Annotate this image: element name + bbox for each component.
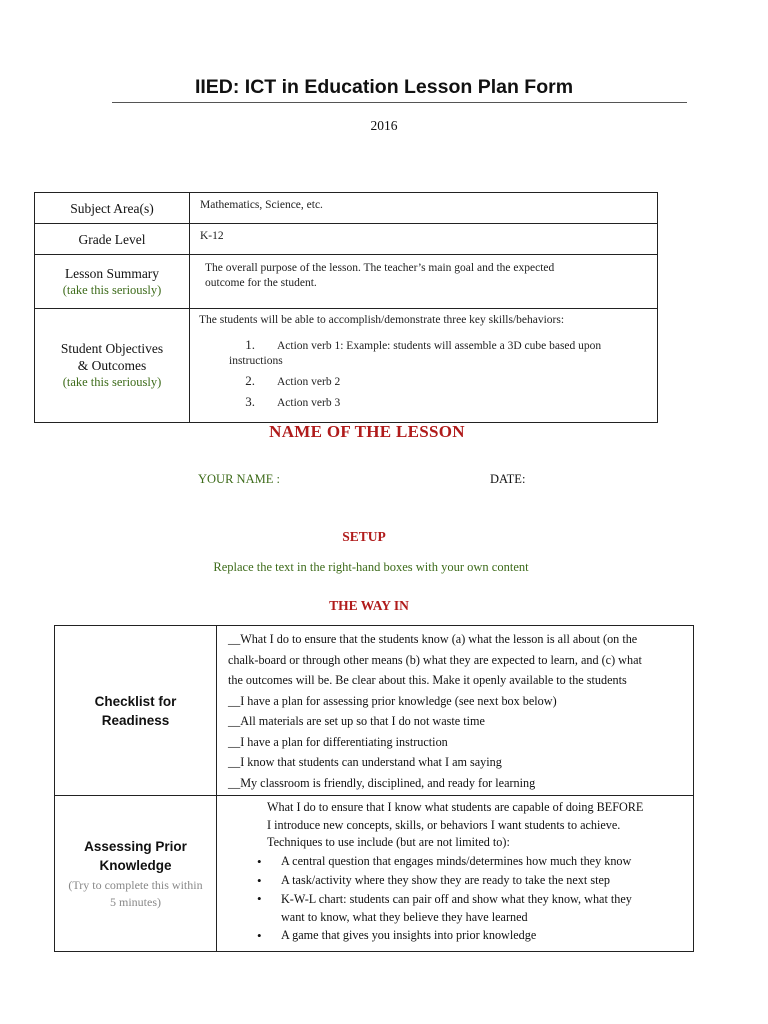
checklist-readiness-label: Checklist for Readiness: [55, 626, 217, 796]
lesson-summary-label: Lesson Summary (take this seriously): [35, 255, 190, 309]
objective-item: 2. Action verb 2: [245, 373, 341, 388]
checklist-line: the outcomes will be. Be clear about this. Make it openly available to the students: [228, 673, 627, 687]
checklist-line: __All materials are set up so that I do not waste time: [228, 714, 485, 728]
objective-item: 3. Action verb 3: [245, 394, 341, 409]
lesson-info-table: [34, 192, 658, 423]
prior-knowledge-bullet: • A task/activity where they show they are ready to take the next step: [257, 871, 693, 890]
your-name-label: YOUR NAME :: [198, 472, 280, 486]
page-title: IIED: ICT in Education Lesson Plan Form: [194, 76, 574, 98]
prior-knowledge-bullet: • A central question that engages minds/determines how much they know: [257, 852, 693, 871]
title-divider: [112, 102, 687, 103]
checklist-readiness-value[interactable]: [217, 626, 694, 796]
setup-heading: SETUP: [342, 529, 386, 544]
year: 2016: [370, 118, 398, 133]
checklist-line: __I have a plan for assessing prior knowledge (see next box below): [228, 693, 557, 708]
objectives-value[interactable]: [190, 309, 658, 423]
prior-knowledge-bullet: • A game that gives you insights into prior knowledge: [257, 926, 693, 945]
way-in-table: [54, 625, 694, 952]
subject-area-value[interactable]: Mathematics, Science, etc.: [190, 193, 658, 224]
way-in-heading: THE WAY IN: [329, 598, 409, 613]
objectives-note: (take this seriously): [62, 375, 162, 389]
checklist-line: __I know that students can understand what I am saying: [228, 755, 502, 769]
objectives-intro: The students will be able to accomplish/demonstrate three key skills/behaviors:: [199, 314, 565, 326]
checklist-line: __What I do to ensure that the students know (a) what the lesson is all about (on the: [228, 632, 638, 646]
setup-instruction: Replace the text in the right-hand boxes with your own content: [213, 560, 529, 574]
prior-knowledge-bullet: • K-W-L chart: students can pair off and show what they know, what they want to know, what they believe they have learned: [257, 890, 693, 926]
date-label: DATE:: [490, 472, 526, 486]
assessing-prior-knowledge-label: Assessing Prior Knowledge (Try to complete this within 5 minutes): [55, 796, 217, 952]
checklist-line: chalk-board or through other means (b) what they are expected to learn, and (c) what: [228, 652, 642, 667]
lesson-summary-value[interactable]: The overall purpose of the lesson. The teacher’s main goal and the expected outcome for the student.: [190, 255, 658, 309]
grade-level-label: Grade Level: [35, 224, 190, 255]
subject-area-label: Subject Area(s): [35, 193, 190, 224]
objectives-label: Student Objectives & Outcomes (take this seriously): [35, 309, 190, 423]
checklist-line: __I have a plan for differentiating instruction: [228, 734, 448, 749]
checklist-line: __My classroom is friendly, disciplined, and ready for learning: [228, 775, 536, 790]
grade-level-value[interactable]: K-12: [190, 224, 658, 255]
lesson-summary-note: (take this seriously): [62, 282, 162, 297]
lesson-name-heading[interactable]: NAME OF THE LESSON: [269, 422, 465, 441]
assessing-prior-knowledge-value[interactable]: What I do to ensure that I know what students are capable of doing BEFORE I introduce new concepts, skills, or behaviors I want students to achieve. Techniques to use include (but are not limited to): • A central question that engages minds/determines how much they know • A task/activity where they show they are ready to take the next step • K-W-L chart: students can pair off and show what they know, what they want to know, what they believe they have learned • A game that gives you insights into prior knowledge: [217, 796, 694, 952]
objective-item: 1. Action verb 1: Example: students will assemble a 3D cube based upon instructions: [229, 337, 602, 367]
prior-knowledge-note: (Try to complete this within 5 minutes): [68, 877, 203, 909]
